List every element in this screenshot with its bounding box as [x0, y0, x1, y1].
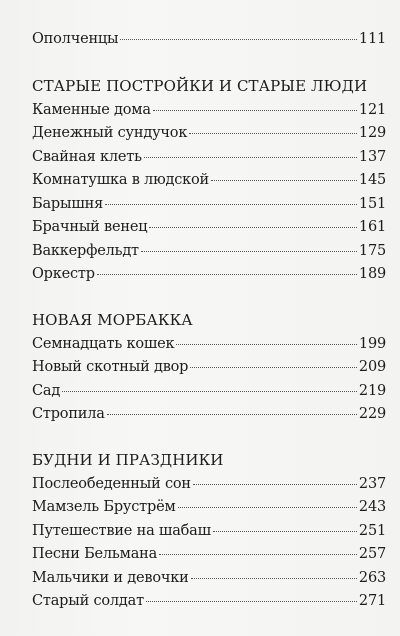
dot-leader	[144, 157, 357, 158]
dot-leader	[97, 274, 357, 275]
toc-entry-page: 229	[358, 406, 386, 422]
toc-entry-title: Мальчики и девочки	[32, 569, 189, 586]
toc-entry	[32, 172, 386, 196]
dot-leader	[153, 110, 357, 111]
toc-entry-page: 137	[358, 148, 386, 165]
toc-entry-title: Песни Бельмана	[32, 546, 158, 562]
toc-entry-title: Ополченцы	[32, 31, 119, 47]
toc-entry-page: 189	[358, 266, 386, 282]
toc-entry	[32, 219, 386, 243]
toc-entry-page: 151	[358, 195, 386, 212]
dot-leader	[62, 391, 357, 392]
toc-section	[32, 311, 386, 430]
toc-entry-title: Старый солдат	[32, 593, 144, 609]
toc-entry-title: Послеобеденный сон	[32, 475, 191, 492]
toc-entry-page: 243	[358, 499, 386, 515]
toc-entry-page: 257	[358, 546, 386, 562]
dot-leader	[178, 507, 357, 508]
toc-entry	[32, 266, 386, 290]
toc-entry-page: 199	[358, 335, 386, 352]
toc-entry	[32, 593, 386, 617]
toc-entry-title: Семнадцать кошек	[32, 335, 175, 352]
dot-leader	[191, 578, 357, 579]
toc-section	[32, 77, 386, 290]
toc-entry-page: 129	[358, 125, 386, 141]
toc-entry-title: Сад	[32, 382, 61, 399]
toc-entry	[32, 125, 386, 149]
toc-entry-title: Каменные дома	[32, 101, 151, 118]
dot-leader	[189, 133, 357, 134]
toc-entry	[32, 476, 386, 500]
dot-leader	[176, 344, 357, 345]
toc-entry	[32, 406, 386, 430]
toc-entry	[32, 196, 386, 220]
toc-entry	[32, 523, 386, 547]
toc-entry-page: 251	[358, 522, 386, 539]
toc-entry	[32, 149, 386, 173]
toc-entry	[32, 359, 386, 383]
toc-entry	[32, 336, 386, 360]
toc-entry	[32, 102, 386, 126]
toc-entry-page: 161	[358, 219, 386, 235]
toc-entry-title: Свайная клеть	[32, 148, 142, 165]
dot-leader	[190, 367, 357, 368]
section-heading: СТАРЫЕ ПОСТРОЙКИ И СТАРЫЕ ЛЮДИ	[32, 76, 368, 95]
dot-leader	[107, 414, 357, 415]
dot-leader	[159, 554, 357, 555]
section-heading: БУДНИ И ПРАЗДНИКИ	[32, 450, 224, 469]
toc-entry	[32, 383, 386, 407]
toc-entry	[32, 546, 386, 570]
toc-entry-title: Мамзель Брустрём	[32, 499, 176, 515]
toc-entry	[32, 499, 386, 523]
toc-entry-title: Новый скотный двор	[32, 359, 189, 375]
toc-entry-title: Денежный сундучок	[32, 125, 188, 141]
toc-entry	[32, 570, 386, 594]
dot-leader	[120, 39, 357, 40]
toc-entry-page: 121	[358, 101, 386, 118]
toc-entry-title: Комнатушка в людской	[32, 172, 210, 188]
toc-entry-page: 271	[358, 593, 386, 609]
section-heading: НОВАЯ МОРБАККА	[32, 310, 193, 329]
toc-entry-title: Барышня	[32, 195, 104, 212]
toc-entry-page: 175	[358, 242, 386, 259]
toc-entry-title: Брачный венец	[32, 219, 148, 235]
toc-entry-page: 237	[358, 475, 386, 492]
dot-leader	[141, 251, 357, 252]
dot-leader	[146, 601, 357, 602]
dot-leader	[213, 531, 357, 532]
toc-entry-page: 263	[358, 569, 386, 586]
toc-entry-title: Оркестр	[32, 266, 95, 282]
toc-entry	[32, 31, 386, 55]
toc-entry-title: Стропила	[32, 406, 105, 422]
toc-section	[32, 451, 386, 617]
toc-entry	[32, 243, 386, 267]
toc-entry-title: Ваккерфельдт	[32, 242, 139, 259]
toc-entry-title: Путешествие на шабаш	[32, 522, 211, 539]
table-of-contents	[32, 31, 386, 617]
dot-leader	[149, 227, 357, 228]
dot-leader	[211, 180, 357, 181]
toc-entry-page: 111	[358, 31, 386, 47]
toc-entry-page: 209	[358, 359, 386, 375]
dot-leader	[105, 204, 357, 205]
toc-entry-page: 145	[358, 172, 386, 188]
toc-entry-page: 219	[358, 382, 386, 399]
dot-leader	[193, 484, 357, 485]
